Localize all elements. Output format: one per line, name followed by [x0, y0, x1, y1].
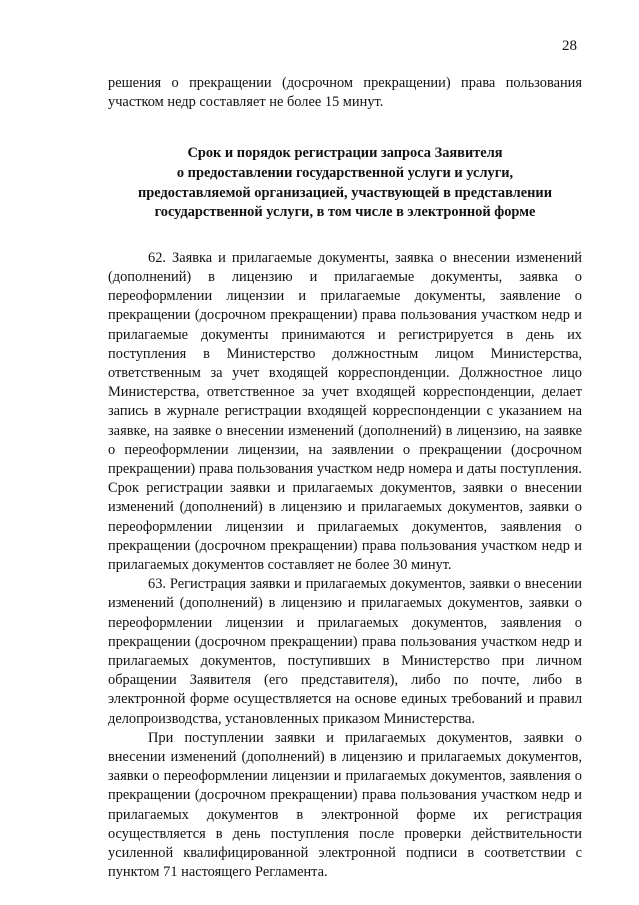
section-heading [108, 144, 582, 222]
paragraph-63: 63. Регистрация заявки и прилагаемых документов, заявки о внесении изменений (дополнений) в лицензию и прилагаемых документов, заявки о переоформлении лицензии и прилагаемых документов, заявления о прекращении (досрочном прекращении) права пользования участком недр и прилагаемых документов, поступивших в Министерство при личном обращении Заявителя (его представителя), либо по почте, либо в электронной форме осуществляется на основе единых требований и правил делопроизводства, установленных приказом Министерства. [108, 576, 582, 727]
paragraph-electronic-registration: При поступлении заявки и прилагаемых документов, заявки о внесении изменений (дополнений) в лицензию и прилагаемых документов, заявки о переоформлении лицензии и прилагаемых документов, заявления о прекращении (досрочном прекращении) права пользования участком недр и прилагаемых документов в электронной форме их регистрация осуществляется в день поступления после проверки действительности усиленной квалифицированной электронной подписи в соответствии с пунктом 71 настоящего Регламента. [108, 729, 582, 881]
heading-line: Срок и порядок регистрации запроса Заявителя [187, 145, 503, 162]
page-number: 28 [562, 38, 577, 54]
heading-line: о предоставлении государственной услуги и услуги, [176, 165, 514, 181]
paragraph-62: 62. Заявка и прилагаемые документы, заявка о внесении изменений (дополнений) в лицензию и прилагаемые документы, заявка о переоформлении лицензии и прилагаемые документы, заявление о прекращении (досрочном прекращении) права пользования участком недр и прилагаемые документы принимаются и регистрируется в день их поступления в Министерство должностным лицом Министерства, ответственным за учет входящей корреспонденции. Должностное лицо Министерства, ответственное за учет входящей корреспонденции, делает запись в журнале регистрации входящей корреспонденции с указанием на заявке, на заявке о внесении изменений (дополнений) в лицензию, на заявке о переоформлении лицензии, на заявлении о прекращении (досрочном прекращении) права пользования участком недр номера и даты поступления. Срок регистрации заявки и прилагаемых документов, заявки о внесении изменений (дополнений) в лицензию и прилагаемых документов, заявки о переоформлении лицензии и прилагаемых документов, заявления о прекращении (досрочном прекращении) права пользования участком недр и прилагаемых документов составляет не более 30 минут. [108, 249, 582, 574]
heading-line: предоставляемой организацией, участвующей в представлении [137, 184, 552, 201]
heading-line: государственной услуги, в том числе в электронной форме [154, 204, 536, 221]
document-body [108, 74, 582, 882]
intro-paragraph: решения о прекращении (досрочном прекращении) права пользования участком недр составляет не более 15 минут. [108, 75, 582, 111]
